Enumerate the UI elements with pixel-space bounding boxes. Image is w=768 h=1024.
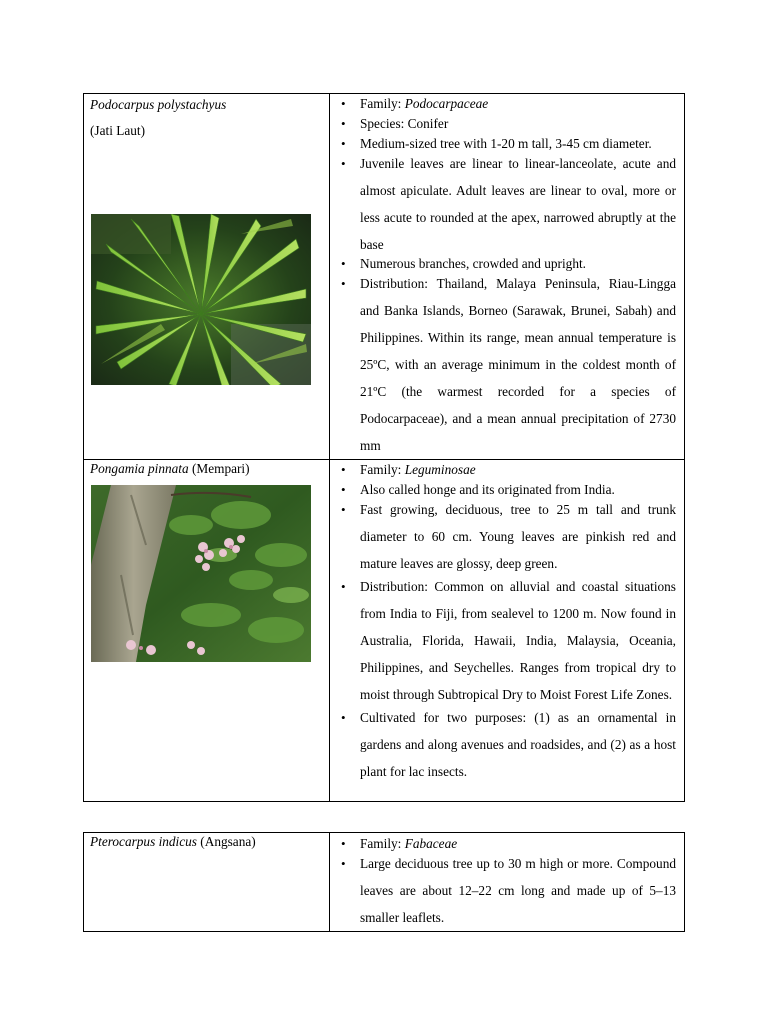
pongamia-flowers-photo xyxy=(91,485,311,662)
fact-item: • Medium-sized tree with 1-20 m tall, 3-45 cm diameter. xyxy=(360,134,676,154)
species-table-2 xyxy=(83,832,685,932)
species-name-cell xyxy=(84,833,330,932)
fact-item: • Numerous branches, crowded and upright. xyxy=(360,254,676,274)
species-name-cell xyxy=(84,94,330,460)
common-name: (Angsana) xyxy=(196,834,256,849)
fact-item: • Family: Fabaceae xyxy=(360,834,676,854)
fact-item: • Family: Leguminosae xyxy=(360,460,676,480)
podocarpus-leaves-photo xyxy=(91,214,311,385)
fact-item: • Also called honge and its originated from India. xyxy=(360,480,676,500)
species-row xyxy=(84,460,685,802)
species-row xyxy=(84,833,685,932)
species-name-cell xyxy=(84,460,330,802)
species-row xyxy=(84,94,685,460)
fact-item: • Species: Conifer xyxy=(360,114,676,134)
facts-list xyxy=(360,460,676,785)
scientific-name: Podocarpus polystachyus xyxy=(90,97,227,112)
facts-list xyxy=(360,94,676,459)
species-facts-cell xyxy=(330,94,685,460)
fact-item: • Distribution: Thailand, Malaya Peninsula, Riau-Lingga and Banka Islands, Borneo (Sarawak, Brunei, Sabah) and Philippines. Within its range, mean annual temperature is 25ºC, with an average minimum in the coldest month of 21ºC (the warmest recorded for a species of Podocarpaceae), and a mean annual precipitation of 2730 mm xyxy=(360,270,676,459)
fact-item: • Family: Podocarpaceae xyxy=(360,94,676,114)
fact-item: • Distribution: Common on alluvial and coastal situations from India to Fiji, from sealevel to 1200 m. Now found in Australia, Florida, Hawaii, India, Malaysia, Oceania, Philippines, and Seychelles. Ranges from tropical dry to moist through Subtropical Dry to Moist Forest Life Zones. xyxy=(360,573,676,708)
fact-item: • Large deciduous tree up to 30 m high or more. Compound leaves are about 12–22 cm long and made up of 5–13 smaller leaflets. xyxy=(360,850,676,931)
species-facts-cell xyxy=(330,833,685,932)
species-table-1 xyxy=(83,93,685,802)
pongamia-flowers-image xyxy=(91,485,311,662)
facts-list xyxy=(360,834,676,931)
fact-item: • Juvenile leaves are linear to linear-lanceolate, acute and almost apiculate. Adult leaves are linear to oval, more or less acute to rounded at the apex, narrowed abruptly at the base xyxy=(360,150,676,258)
podocarpus-leaves-image xyxy=(91,214,311,385)
common-name: (Mempari) xyxy=(188,461,250,476)
species-facts-cell xyxy=(330,460,685,802)
fact-item: • Cultivated for two purposes: (1) as an ornamental in gardens and along avenues and roadsides, and (2) as a host plant for lac insects. xyxy=(360,704,676,785)
scientific-name: Pterocarpus indicus xyxy=(90,834,197,849)
fact-item: • Fast growing, deciduous, tree to 25 m tall and trunk diameter to 60 cm. Young leaves are pinkish red and mature leaves are glossy, deep green. xyxy=(360,496,676,577)
common-name: (Jati Laut) xyxy=(90,123,146,138)
scientific-name: Pongamia pinnata xyxy=(90,461,189,476)
